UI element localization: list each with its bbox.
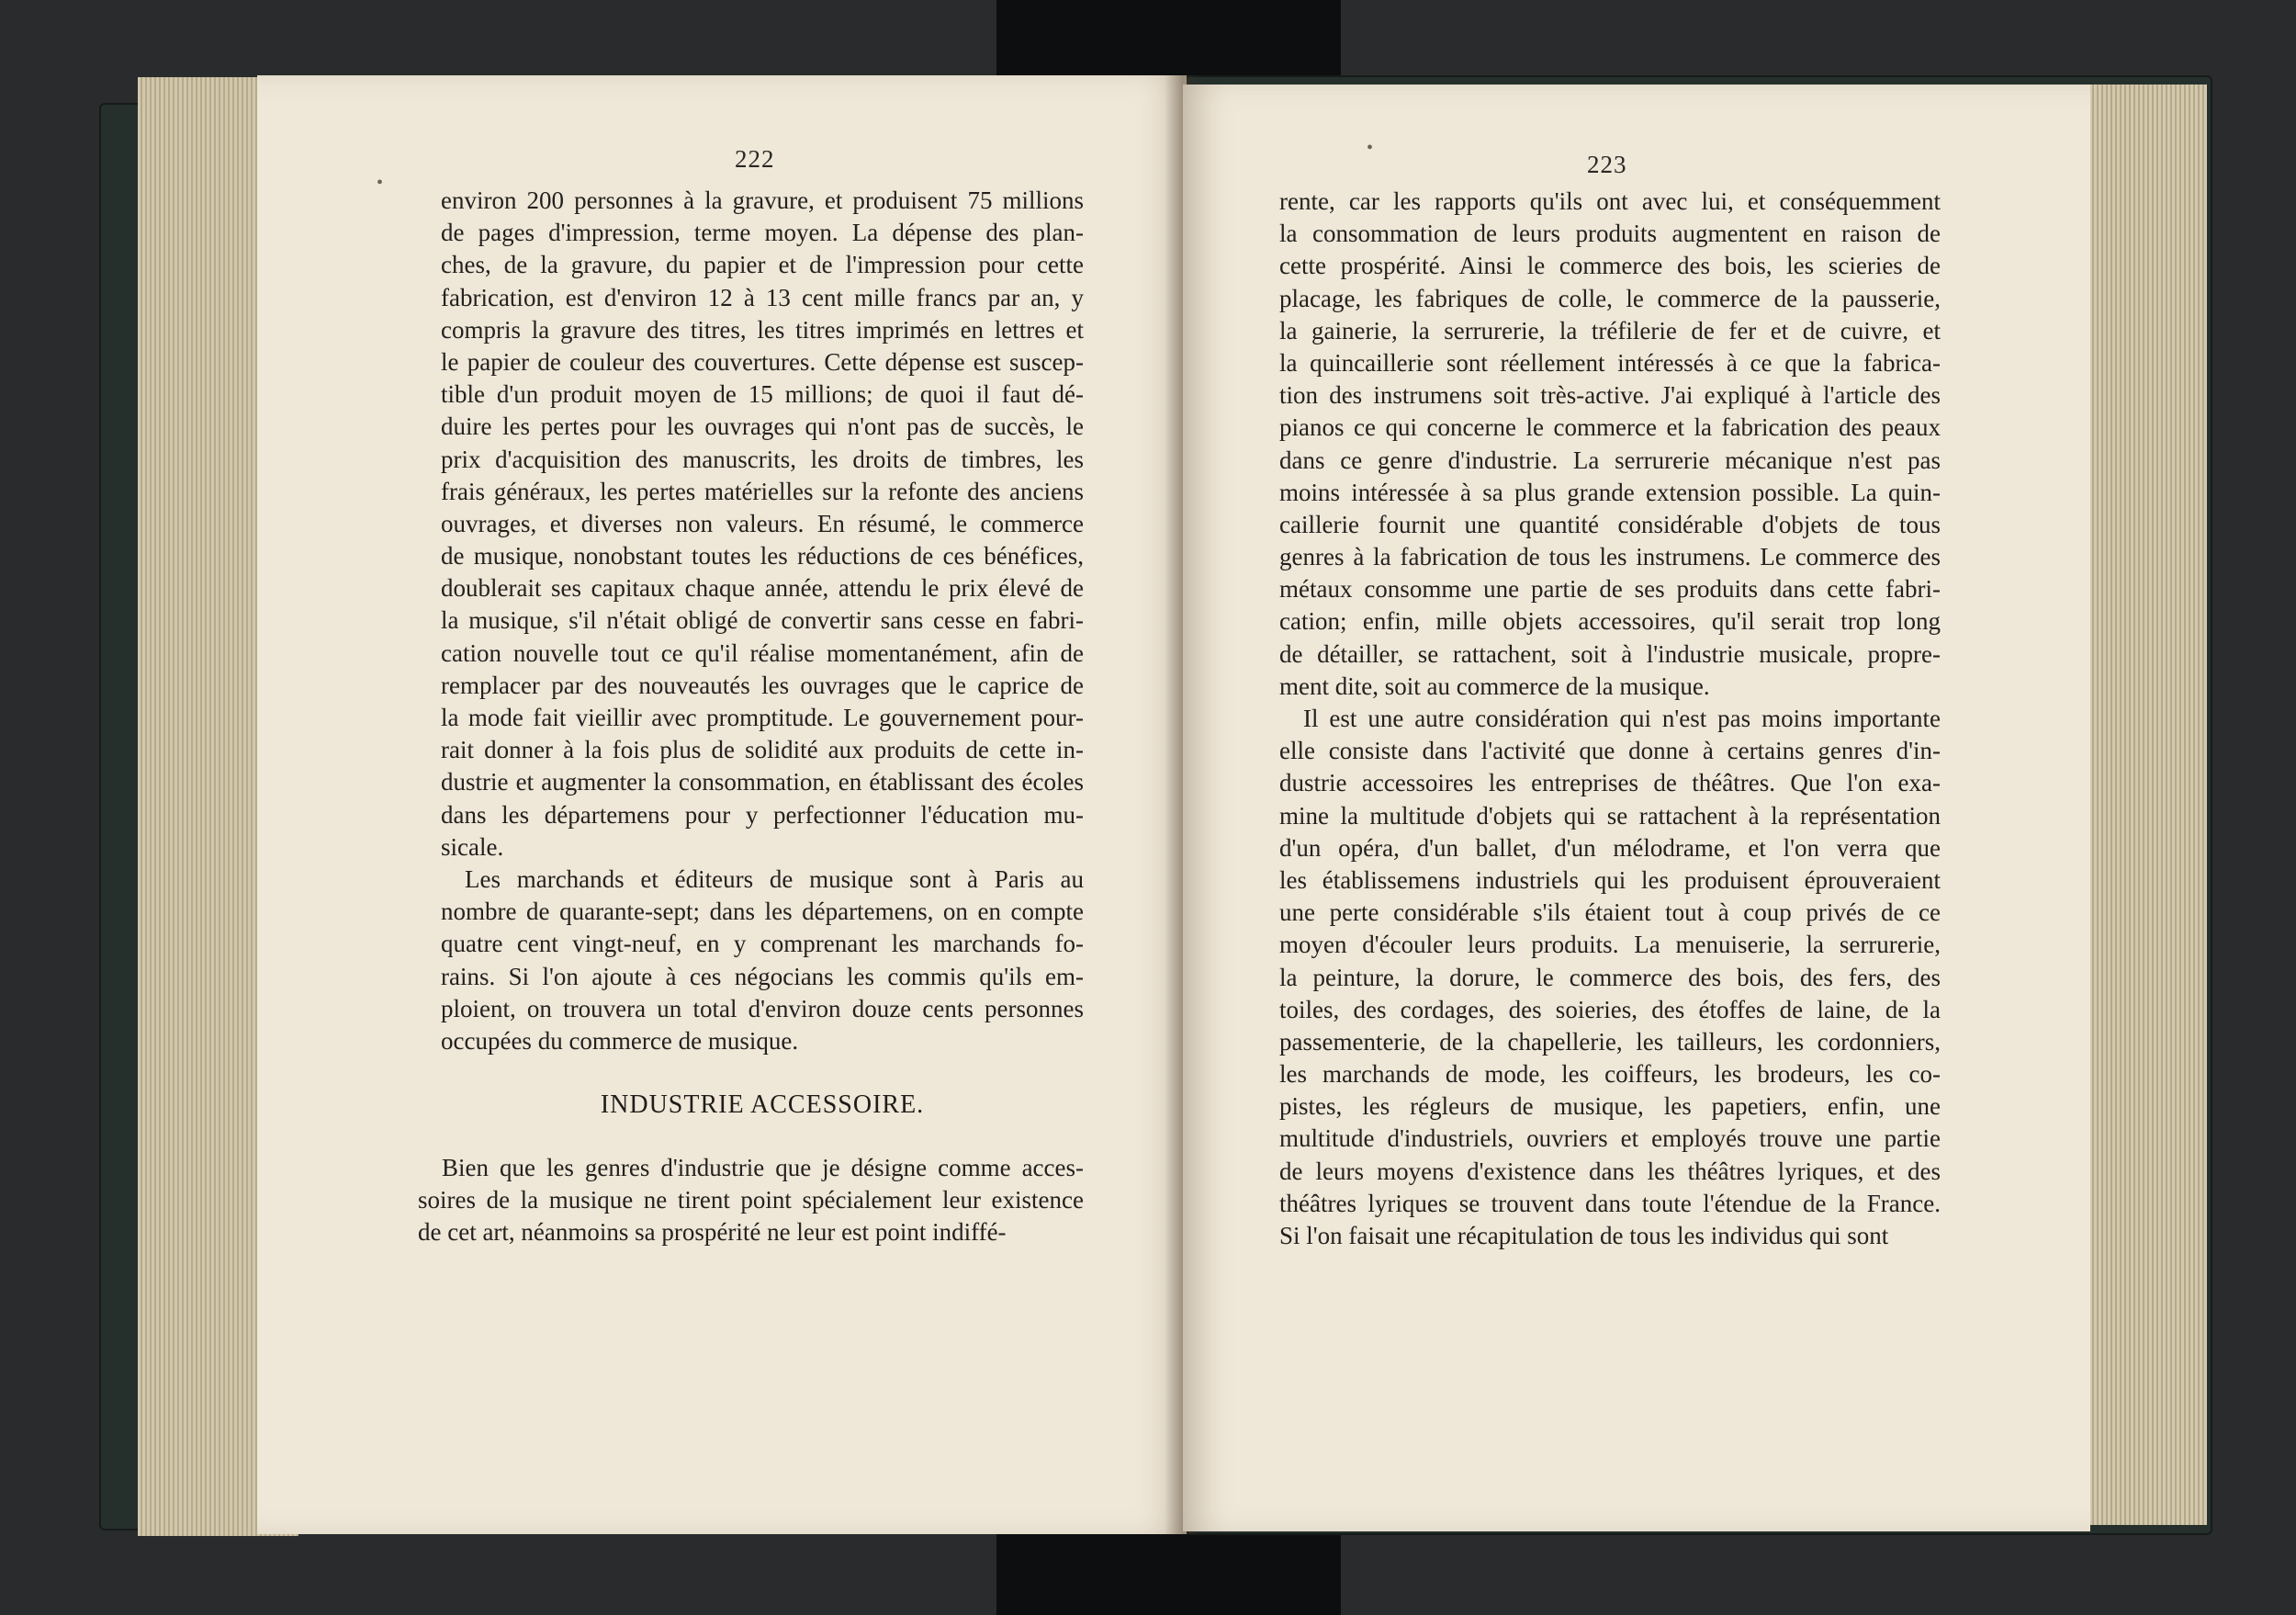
text-line: fabrication, est d'environ 12 à 13 cent mille francs par an, y [441, 283, 1084, 311]
text-line: duire les pertes pour les ouvrages qui n'ont pas de succès, le [441, 412, 1084, 441]
right-page-body [1279, 186, 1941, 1252]
text-line: de leurs moyens d'existence dans les théâtres lyriques, et des [1279, 1157, 1941, 1185]
text-line: la gainerie, la serrurerie, la tréfilerie de fer et de cuivre, et [1279, 316, 1941, 344]
text-line: métaux consomme une partie de ses produits dans cette fabri- [1279, 575, 1941, 604]
text-line: la mode fait vieillir avec promptitude. Le gouvernement pour- [441, 704, 1084, 731]
page-number: 223 [1587, 151, 1627, 178]
text-line: moins intéressée à sa plus grande extension possible. La quin- [1279, 478, 1941, 506]
text-line: rains. Si l'on ajoute à ces négocians les commis qu'ils em- [441, 962, 1084, 990]
text-line: la peinture, la dorure, le commerce des bois, des fers, des [1279, 963, 1941, 991]
paragraph [1279, 186, 1941, 703]
text-line: mine la multitude d'objets qui se rattachent à la représentation [1279, 801, 1941, 830]
text-line: dans les départemens pour y perfectionner l'éducation mu- [441, 800, 1084, 829]
text-line: sicale. [441, 832, 504, 861]
text-line: environ 200 personnes à la gravure, et produisent 75 millions [441, 186, 1084, 214]
text-line: Il est une autre considération qui n'est pas moins importante [1303, 705, 1941, 732]
page-edges-right [2089, 85, 2207, 1525]
text-line: rait donner à la fois plus de solidité aux produits de cette in- [441, 736, 1084, 764]
paragraph [1279, 703, 1941, 1252]
text-line: soires de la musique ne tirent point spécialement leur existence [418, 1186, 1084, 1214]
text-line: pistes, les régleurs de musique, les papetiers, enfin, une [1279, 1092, 1941, 1121]
page-number: 222 [735, 145, 775, 173]
text-line: Si l'on faisait une récapitulation de tous les individus qui sont [1279, 1222, 1889, 1249]
text-line: rente, car les rapports qu'ils ont avec lui, et conséquemment [1279, 187, 1941, 215]
text-line: de cet art, néanmoins sa prospérité ne leur est point indiffé- [418, 1218, 1007, 1247]
stray-mark: • [1367, 138, 1374, 158]
paragraph [418, 1152, 1084, 1249]
paragraph [441, 864, 1084, 1057]
text-line: toiles, des cordages, des soieries, des étoffes de laine, de la [1279, 995, 1941, 1023]
text-line: nombre de quarante-sept; dans les départemens, on en compte [441, 898, 1084, 926]
text-line: cation nouvelle tout ce qu'il réalise momentanément, afin de [441, 638, 1084, 667]
text-line: une perte considérable s'ils étaient tout à coup privés de ce [1279, 898, 1941, 927]
text-line: la consommation de leurs produits augmentent en raison de [1279, 220, 1941, 248]
text-line: de détailler, se rattachent, soit à l'industrie musicale, propre- [1279, 639, 1941, 668]
text-line: ment dite, soit au commerce de la musique. [1279, 672, 1710, 700]
text-line: d'un opéra, d'un ballet, d'un mélodrame, et l'on verra que [1279, 833, 1941, 862]
left-page-body [441, 185, 1084, 1057]
text-line: le papier de couleur des couvertures. Cette dépense est suscep- [441, 347, 1084, 376]
text-line: de musique, nonobstant toutes les réductions de ces bénéfices, [441, 542, 1084, 570]
text-line: les établissemens industriels qui les produisent éprouveraient [1279, 865, 1941, 894]
text-line: les marchands de mode, les coiffeurs, les brodeurs, les co- [1279, 1060, 1941, 1089]
text-line: Les marchands et éditeurs de musique sont à Paris au [465, 864, 1084, 893]
section-heading: INDUSTRIE ACCESSOIRE. [600, 1090, 925, 1119]
text-line: la musique, s'il n'était obligé de convertir sans cesse en fabri- [441, 606, 1084, 635]
stray-mark: • [377, 173, 384, 193]
text-line: tion des instrumens soit très-active. J'ai expliqué à l'article des [1279, 381, 1941, 410]
text-line: pianos ce qui concerne le commerce et la fabrication des peaux [1279, 413, 1941, 442]
text-line: moyen d'écouler leurs produits. La menuiserie, la serrurerie, [1279, 931, 1941, 959]
text-line: placage, les fabriques de colle, le commerce de la pausserie, [1279, 284, 1941, 312]
text-line: frais généraux, les pertes matérielles sur la refonte des anciens [441, 477, 1084, 505]
text-line: dustrie et augmenter la consommation, en établissant des écoles [441, 768, 1084, 796]
right-page [1183, 85, 2090, 1531]
text-line: la quincaillerie sont réellement intéressés à ce que la fabrica- [1279, 348, 1941, 377]
text-line: tible d'un produit moyen de 15 millions; de quoi il faut dé- [441, 380, 1084, 409]
text-line: dustrie accessoires les entreprises de théâtres. Que l'on exa- [1279, 769, 1941, 797]
text-line: de pages d'impression, terme moyen. La dépense des plan- [441, 219, 1084, 247]
text-line: cette prospérité. Ainsi le commerce des bois, les scieries de [1279, 252, 1941, 280]
text-line: caillerie fournit une quantité considérable d'objets de tous [1279, 510, 1941, 538]
text-line: prix d'acquisition des manuscrits, les droits de timbres, les [441, 445, 1084, 473]
text-line: ches, de la gravure, du papier et de l'impression pour cette [441, 251, 1084, 279]
text-line: compris la gravure des titres, les titres imprimés en lettres et [441, 315, 1084, 344]
left-page [257, 75, 1187, 1534]
text-line: multitude d'industriels, ouvriers et employés trouve une partie [1279, 1124, 1941, 1153]
left-page-section-body [418, 1152, 1084, 1249]
text-line: dans ce genre d'industrie. La serrurerie mécanique n'est pas [1279, 446, 1941, 474]
text-line: cation; enfin, mille objets accessoires, qu'il serait trop long [1279, 607, 1941, 636]
text-line: occupées du commerce de musique. [441, 1026, 799, 1055]
paragraph [441, 185, 1084, 864]
text-line: ouvrages, et diverses non valeurs. En résumé, le commerce [441, 509, 1084, 537]
text-line: passementerie, de la chapellerie, les tailleurs, les cordonniers, [1279, 1027, 1941, 1056]
text-line: quatre cent vingt-neuf, en y comprenant les marchands fo- [441, 930, 1084, 958]
text-line: ploient, on trouvera un total d'environ douze cents personnes [441, 994, 1084, 1022]
text-line: théâtres lyriques se trouvent dans toute l'étendue de la France. [1279, 1189, 1941, 1217]
text-line: Bien que les genres d'industrie que je désigne comme acces- [442, 1154, 1084, 1181]
text-line: remplacer par des nouveautés les ouvrages que le caprice de [441, 671, 1084, 699]
text-line: genres à la fabrication de tous les instrumens. Le commerce des [1279, 543, 1941, 571]
text-line: doublerait ses capitaux chaque année, attendu le prix élevé de [441, 574, 1084, 603]
text-line: elle consiste dans l'activité que donne à certains genres d'in- [1279, 737, 1941, 765]
